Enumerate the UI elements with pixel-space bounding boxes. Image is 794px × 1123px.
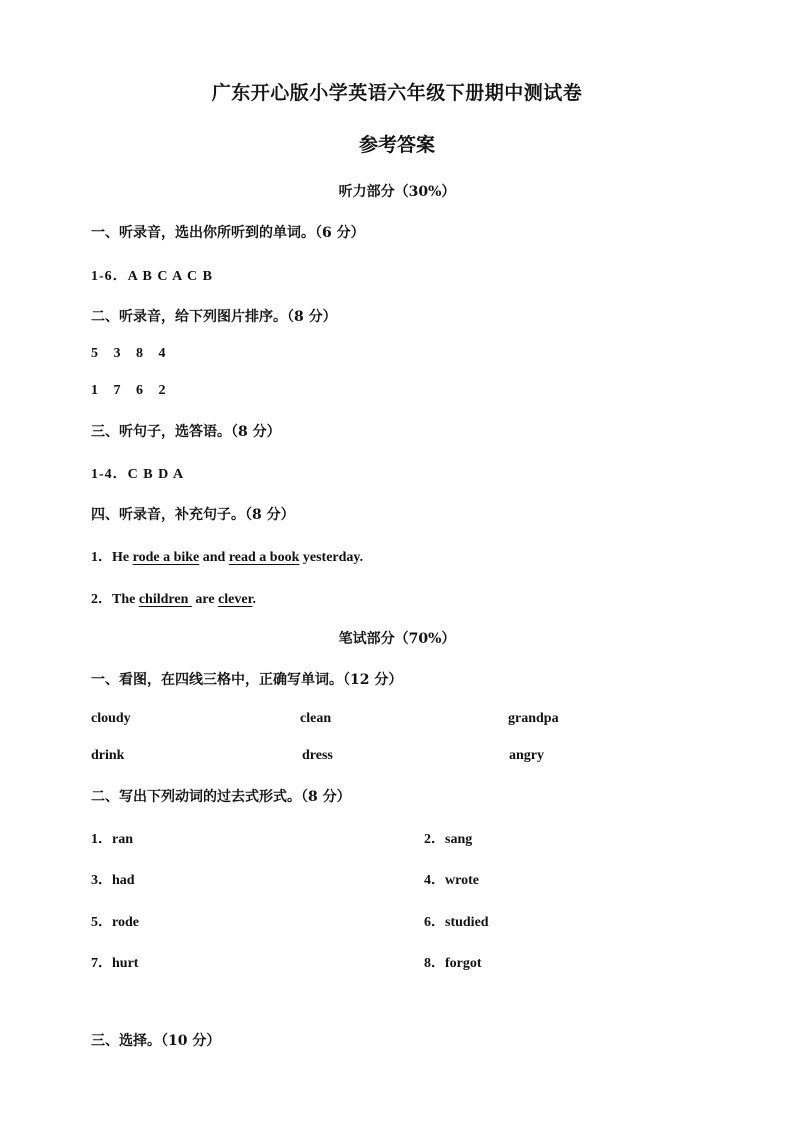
item-number: 4． <box>424 873 445 888</box>
sentence-text: are <box>191 592 219 607</box>
listening-q3-title: 三、听句子，选答语。（8 分） <box>91 424 281 440</box>
item-number: 2． <box>424 832 445 847</box>
listening-q4-sentence-1 <box>91 546 363 566</box>
writing-q1-title: 一、看图，在四线三格中，正确写单词。（12 分） <box>91 672 403 688</box>
sentence-text: The <box>112 592 139 607</box>
item-word: hurt <box>112 956 139 971</box>
answer-blank: read a book <box>228 550 300 565</box>
listening-q3-answer: 1-4．C B D A <box>91 467 185 482</box>
verb-item <box>91 911 139 931</box>
item-word: had <box>112 873 135 888</box>
sentence-text: He <box>112 550 133 565</box>
item-number: 5． <box>91 915 112 930</box>
item-number: 6． <box>424 915 445 930</box>
item-word: forgot <box>445 956 482 971</box>
item-word: rode <box>112 915 139 930</box>
sentence-text: yesterday. <box>299 550 364 565</box>
item-word: ran <box>112 832 133 847</box>
writing-q2-title: 二、写出下列动词的过去式形式。（8 分） <box>91 789 351 805</box>
word-item: dress <box>302 748 333 763</box>
answer-blank: rode a bike <box>132 550 200 565</box>
item-word: wrote <box>445 873 479 888</box>
listening-q1-answer: 1-6．A B C A C B <box>91 269 213 284</box>
verb-item <box>91 952 138 972</box>
listening-q2-row-1: 5 3 8 4 <box>91 346 166 361</box>
verb-item <box>424 828 472 848</box>
writing-heading: 笔试部分（70%） <box>338 631 456 647</box>
verb-item <box>91 869 135 889</box>
verb-item <box>424 869 479 889</box>
word-item: angry <box>509 748 544 763</box>
item-word: sang <box>445 832 473 847</box>
item-word: studied <box>445 915 489 930</box>
page-subtitle: 参考答案 <box>358 134 435 156</box>
item-number: 1． <box>91 832 112 847</box>
page-title: 广东开心版小学英语六年级下册期中测试卷 <box>211 82 583 104</box>
verb-item <box>424 911 489 931</box>
listening-q4-title: 四、听录音，补充句子。（8 分） <box>91 507 295 523</box>
answer-blank: children <box>138 592 192 607</box>
item-number: 3． <box>91 873 112 888</box>
listening-q2-row-2: 1 7 6 2 <box>91 383 166 398</box>
writing-q3-title: 三、选择。（10 分） <box>91 1033 221 1049</box>
item-number: 8． <box>424 956 445 971</box>
item-number: 7． <box>91 956 112 971</box>
sentence-number: 1． <box>91 550 112 565</box>
sentence-number: 2． <box>91 592 112 607</box>
verb-item <box>424 952 482 972</box>
listening-q1-title: 一、听录音，选出你所听到的单词。（6 分） <box>91 225 365 241</box>
word-item: grandpa <box>508 711 559 726</box>
listening-q2-title: 二、听录音，给下列图片排序。（8 分） <box>91 309 337 325</box>
listening-q4-sentence-2 <box>91 588 256 608</box>
sentence-text: . <box>252 592 257 607</box>
word-item: clean <box>300 711 332 726</box>
sentence-text: and <box>199 550 229 565</box>
listening-heading: 听力部分（30%） <box>338 184 456 200</box>
word-item: cloudy <box>91 711 131 726</box>
verb-item <box>91 828 133 848</box>
word-item: drink <box>91 748 125 763</box>
answer-blank: clever <box>218 592 253 607</box>
